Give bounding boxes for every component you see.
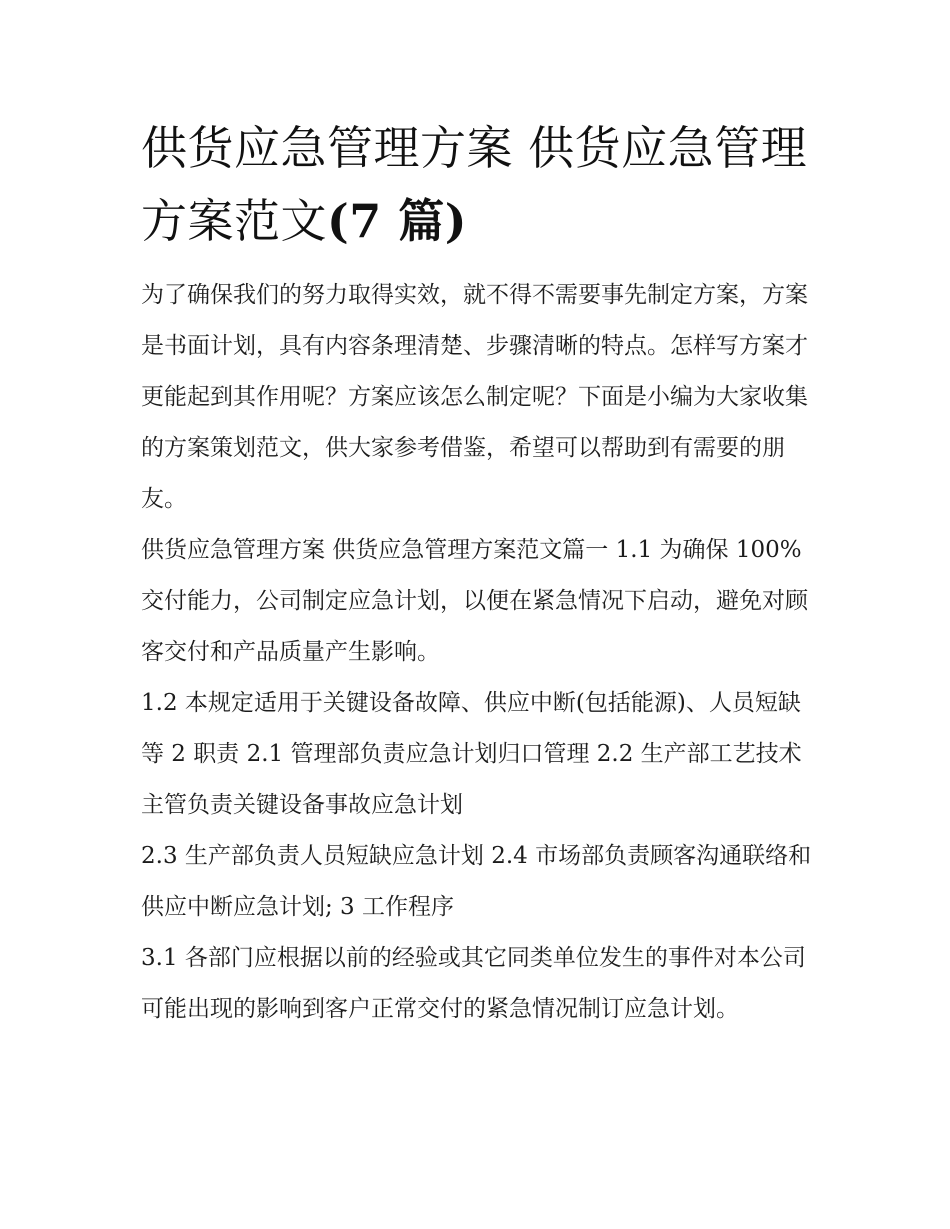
paragraph-section-1-1: 供货应急管理方案 供货应急管理方案范文篇一 1.1 为确保 100%交付能力，公司制定应急计划，以便在紧急情况下启动，避免对顾客交付和产品质量产生影响。 [141,537,808,665]
paragraph-section-2-3: 2.3 生产部负责人员短缺应急计划 2.4 市场部负责顾客沟通联络和供应中断应急计划; 3 工作程序 [141,843,812,920]
document-body [141,112,813,1035]
paragraph-intro: 为了确保我们的努力取得实效，就不得不需要事先制定方案，方案是书面计划，具有内容条理清楚、步骤清晰的特点。怎样写方案才更能起到其作用呢？方案应该怎么制定呢？下面是小编为大家收集的方案策划范文，供大家参考借鉴，希望可以帮助到有需要的朋友。 [141,282,808,512]
title-main: 供货应急管理方案 供货应急管理方案范文 [141,121,808,248]
document-title [141,112,813,258]
paragraph-section-3-1: 3.1 各部门应根据以前的经验或其它同类单位发生的事件对本公司可能出现的影响到客户正常交付的紧急情况制订应急计划。 [141,945,806,1022]
paragraph-section-1-2: 1.2 本规定适用于关键设备故障、供应中断(包括能源)、人员短缺等 2 职责 2.1 管理部负责应急计划归口管理 2.2 生产部工艺技术主管负责关键设备事故应急计划 [141,690,802,818]
title-suffix: (7 篇) [327,194,468,248]
